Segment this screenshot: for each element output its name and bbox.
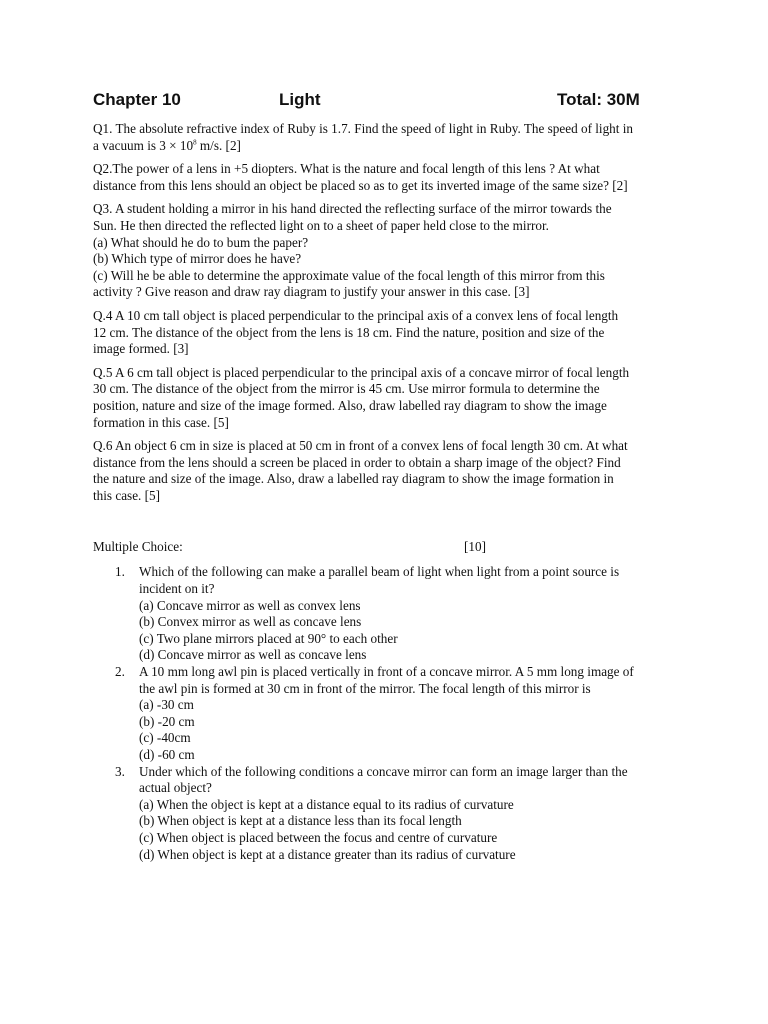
- question-number: Q1.: [93, 121, 113, 136]
- mcq-number: 2.: [115, 664, 125, 680]
- mcq-option: (b) -20 cm: [139, 713, 195, 729]
- question-line: distance from the lens should a screen be placed in order to obtain a sharp image of the object? Find: [93, 454, 621, 470]
- exponent: 8: [193, 138, 197, 147]
- mcq-item-3: [93, 764, 683, 864]
- mcq-option: (b) When object is kept at a distance less than its focal length: [139, 813, 462, 829]
- mcq-option: (b) Convex mirror as well as concave lens: [139, 614, 362, 630]
- question-subpart: (c) Will he be able to determine the approximate value of the focal length of this mirror from this: [93, 267, 605, 283]
- mcq-option: (a) When the object is kept at a distance equal to its radius of curvature: [139, 796, 514, 812]
- worksheet-page: [93, 88, 683, 863]
- question-list: [93, 121, 683, 504]
- question-line: Q.6 An object 6 cm in size is placed at 50 cm in front of a convex lens of focal length 30 cm. At what: [93, 438, 628, 454]
- question-line: the nature and size of the image. Also, draw a labelled ray diagram to show the image formation in: [93, 471, 614, 487]
- question-line: Q.4 A 10 cm tall object is placed perpendicular to the principal axis of a convex lens of focal length: [93, 307, 619, 323]
- mcq-option: (a) Concave mirror as well as convex lens: [139, 597, 361, 613]
- question-line: Q3. A student holding a mirror in his hand directed the reflecting surface of the mirror towards the: [93, 201, 612, 217]
- question-line: Q.5 A 6 cm tall object is placed perpendicular to the principal axis of a concave mirror of focal length: [93, 364, 630, 380]
- question-number: Q3.: [93, 201, 113, 217]
- question-line: Sun. He then directed the reflected light on to a sheet of paper held close to the mirror.: [93, 217, 549, 233]
- question-line: activity ? Give reason and draw ray diagram to justify your answer in this case. [3]: [93, 284, 530, 300]
- question-2: [93, 161, 683, 194]
- question-line: image formed. [3]: [93, 341, 189, 357]
- question-line: 12 cm. The distance of the object from the lens is 18 cm. Find the nature, position and size of the: [93, 324, 605, 340]
- mcq-stem-line: Under which of the following conditions a concave mirror can form an image larger than the: [139, 763, 628, 779]
- mcq-list: [93, 564, 683, 863]
- question-5: [93, 365, 683, 431]
- mcq-option: (a) -30 cm: [139, 697, 194, 713]
- mcq-option: (d) Concave mirror as well as concave lens: [139, 647, 367, 663]
- mcq-option: (d) -60 cm: [139, 747, 195, 762]
- mcq-option: (c) -40cm: [139, 730, 191, 746]
- question-line: formation in this case. [5]: [93, 414, 229, 430]
- mcq-stem-line: Which of the following can make a parallel beam of light when light from a point source is: [139, 564, 620, 580]
- mcq-item-1: [93, 564, 683, 664]
- chapter-title: Chapter 10: [93, 90, 181, 109]
- mcq-item-2: [93, 664, 683, 764]
- mcq-stem-line: A 10 mm long awl pin is placed vertically in front of a concave mirror. A 5 mm long image of: [139, 664, 634, 680]
- question-line: distance from this lens should an object be placed so as to get its inverted image of the same size? [2]: [93, 177, 628, 193]
- mcq-option: (c) When object is placed between the focus and centre of curvature: [139, 829, 498, 845]
- mcq-section-label: Multiple Choice:: [93, 539, 183, 555]
- question-3: [93, 201, 683, 301]
- mcq-option: (c) Two plane mirrors placed at 90° to each other: [139, 630, 398, 646]
- question-subpart: (b) Which type of mirror does he have?: [93, 251, 302, 267]
- mcq-stem-line: actual object?: [139, 780, 212, 796]
- mcq-section-marks: [10]: [464, 539, 486, 555]
- mcq-section-header: [93, 538, 683, 555]
- question-subpart: (a) What should he do to bum the paper?: [93, 234, 309, 250]
- mcq-option: (d) When object is kept at a distance greater than its radius of curvature: [139, 846, 516, 862]
- mcq-number: 1.: [115, 564, 125, 580]
- question-line: 30 cm. The distance of the object from the mirror is 45 cm. Use mirror formula to determine the: [93, 381, 600, 397]
- question-line: this case. [5]: [93, 487, 161, 503]
- question-number: Q2.: [93, 161, 113, 177]
- worksheet-header: [93, 88, 683, 112]
- question-number: Q.5: [93, 364, 113, 380]
- question-6: [93, 438, 683, 504]
- question-1: [93, 121, 683, 154]
- question-line: Q2.The power of a lens in +5 diopters. What is the nature and focal length of this lens ? At what: [93, 161, 600, 177]
- total-marks: Total: 30M: [557, 90, 640, 109]
- mcq-number: 3.: [115, 763, 125, 779]
- question-number: Q.6: [93, 438, 113, 454]
- question-line: Q1. The absolute refractive index of Ruby is 1.7. Find the speed of light in Ruby. The speed of light in: [93, 121, 633, 136]
- question-line: a vacuum is $3 \times 10^8$ m/s. [2]: [93, 137, 241, 153]
- topic-title: Light: [279, 90, 321, 109]
- mcq-stem-line: the awl pin is formed at 30 cm in front of the mirror. The focal length of this mirror is: [139, 680, 591, 696]
- question-4: [93, 308, 683, 358]
- mcq-stem-line: incident on it?: [139, 581, 215, 597]
- question-line: position, nature and size of the image formed. Also, draw labelled ray diagram to show the image: [93, 397, 607, 413]
- question-number: Q.4: [93, 307, 113, 323]
